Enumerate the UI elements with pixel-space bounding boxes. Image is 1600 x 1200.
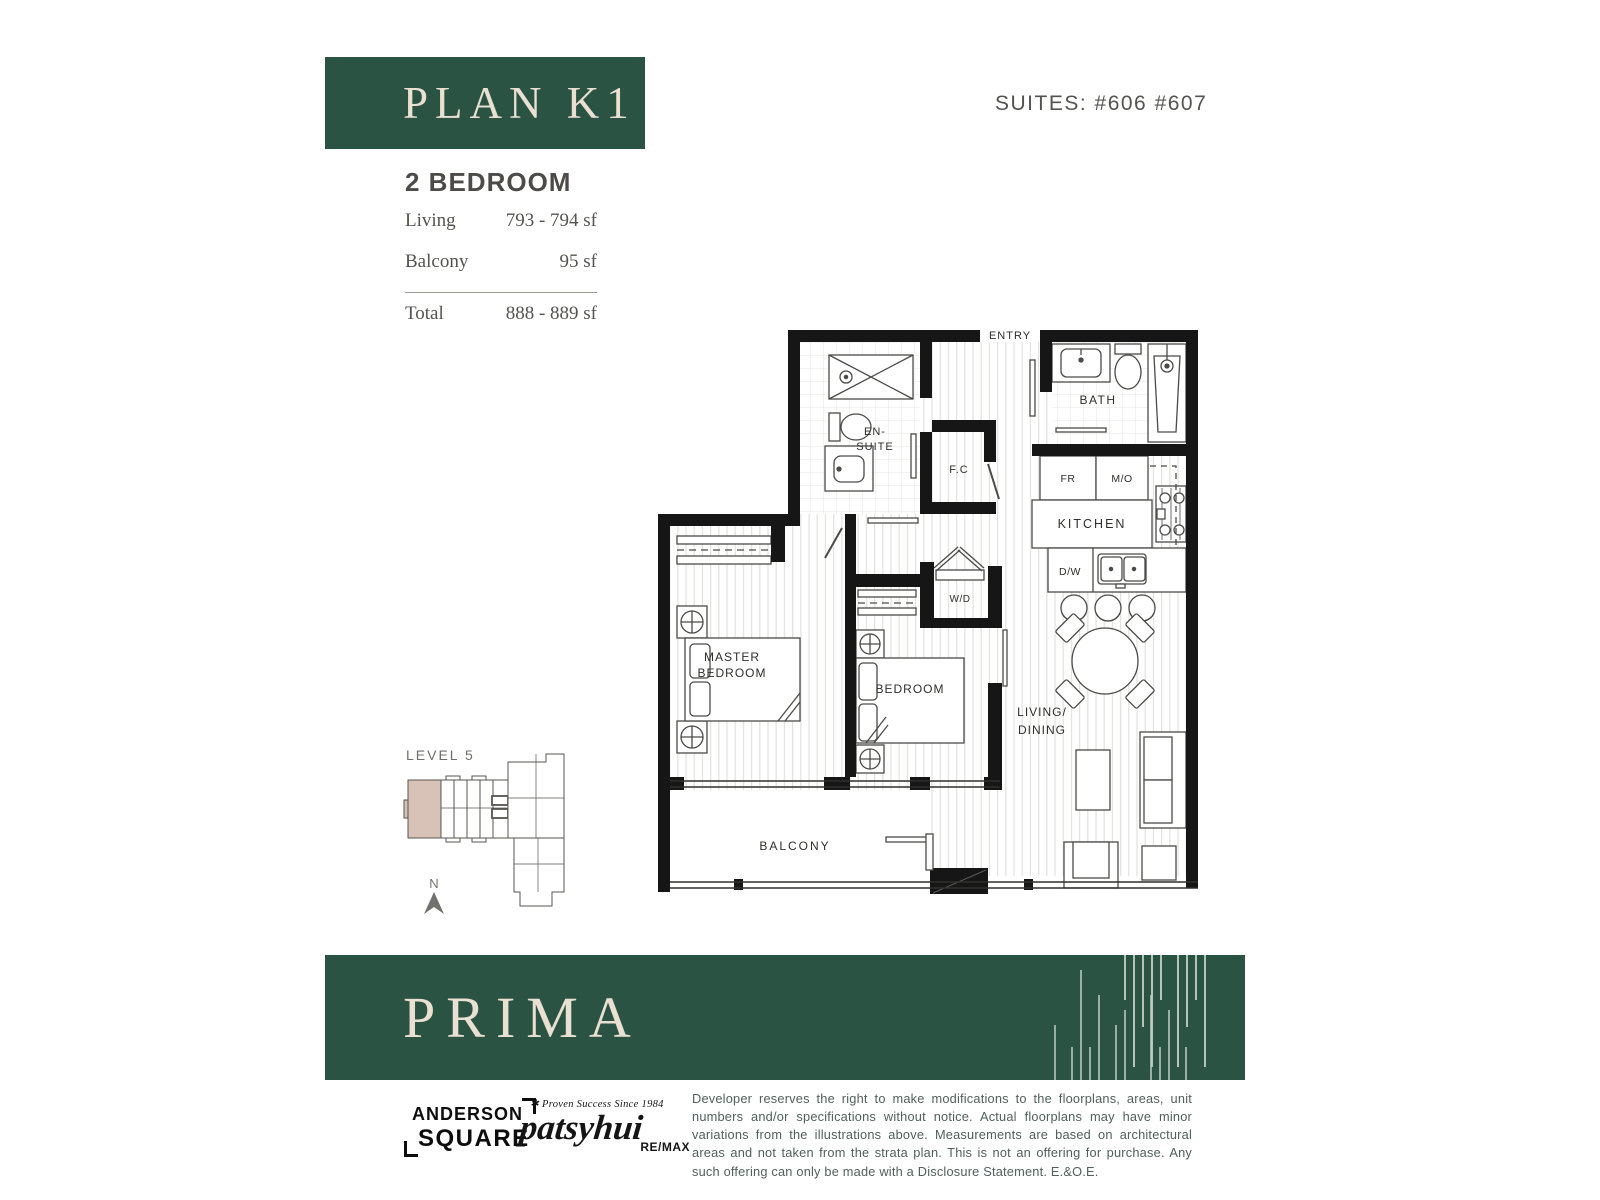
- nightstand-icon: [856, 630, 884, 658]
- toilet-icon: [1115, 344, 1141, 389]
- table-row: [405, 251, 597, 273]
- anderson-line1: ANDERSON: [412, 1104, 524, 1124]
- keyplan-building: [404, 754, 564, 906]
- area-label: Balcony: [405, 251, 469, 272]
- sliding-door: [1030, 360, 1035, 416]
- keyplan: [396, 742, 591, 932]
- table-divider: [405, 292, 597, 293]
- suites-label: SUITES: #606 #607: [995, 92, 1208, 115]
- area-label: Living: [405, 210, 456, 231]
- area-table: [405, 210, 597, 344]
- room-label-dw: D/W: [1059, 566, 1081, 578]
- patsy-name: patsyhui: [518, 1108, 645, 1147]
- room-label-kitchen: KITCHEN: [1057, 517, 1127, 531]
- anderson-square-logo: [412, 1105, 530, 1151]
- room-label-bedroom: BEDROOM: [875, 682, 945, 696]
- bracket-icon: [404, 1141, 418, 1157]
- table-row: [405, 210, 597, 232]
- sliding-door: [1003, 630, 1007, 686]
- floorplan-drawing: [628, 316, 1198, 896]
- room-label-ensuite: EN-: [864, 426, 886, 438]
- room-label-fc: F.C: [949, 464, 969, 476]
- nightstand-icon: [677, 721, 707, 753]
- remax-label: RE/MAX: [640, 1140, 690, 1154]
- area-value: 793 - 794 sf: [505, 210, 597, 231]
- towel-bar: [1056, 428, 1106, 432]
- highlighted-unit: [408, 780, 441, 838]
- room-label-living: DINING: [1018, 723, 1066, 737]
- washer-dryer-box: [936, 570, 984, 580]
- room-label-master: MASTER: [703, 650, 761, 664]
- room-label-fr: FR: [1060, 473, 1076, 485]
- room-label-bath: BATH: [1079, 393, 1117, 407]
- room-label-wd: W/D: [949, 594, 971, 605]
- bed: [856, 658, 964, 743]
- plan-title-banner: [325, 57, 645, 149]
- shower-icon: [829, 355, 913, 399]
- room-label-ensuite: SUITE: [856, 441, 894, 453]
- keyplan-level-label: LEVEL 5: [406, 747, 475, 763]
- patsyhui-logo: [520, 1098, 690, 1154]
- room-label-living: LIVING/: [1017, 705, 1067, 719]
- plan-title: PLAN K1: [403, 78, 636, 128]
- disclaimer-text: Developer reserves the right to make modifications to the floorplans, areas, unit numbers and/or specifications without notice. Actual floorplans may have minor variations from the illustrations above. Measurements are based on architectural areas and not taken from the strata plan. This is not an offering for purchase. Any such offering can only be made with a Disclosure Statement. E.&O.E.: [692, 1091, 1192, 1179]
- room-label-entry: ENTRY: [988, 330, 1032, 342]
- north-label: N: [429, 876, 439, 891]
- unit-type-heading: 2 BEDROOM: [405, 167, 572, 197]
- nightstand-icon: [856, 745, 884, 773]
- brand-banner: [325, 955, 1245, 1080]
- hall-shelf: [868, 518, 918, 523]
- sofa: [1140, 732, 1186, 828]
- north-arrow-icon: [424, 892, 444, 914]
- room-label-mo: M/O: [1111, 473, 1133, 485]
- nightstand-icon: [677, 606, 707, 638]
- pocket-door: [911, 434, 916, 478]
- total-value: 888 - 889 sf: [505, 303, 597, 324]
- brand-name: PRIMA: [403, 985, 642, 1050]
- room-label-balcony: BALCONY: [759, 839, 831, 853]
- side-table: [1142, 846, 1176, 880]
- deco-lines-icon: [1030, 955, 1245, 1080]
- area-value: 95 sf: [559, 251, 597, 272]
- total-label: Total: [405, 303, 444, 324]
- north-arrow: [424, 876, 444, 914]
- bathtub-icon: [1148, 344, 1186, 442]
- patsy-tagline: ✱ Proven Success Since 1984: [530, 1099, 664, 1110]
- room-label-master: BEDROOM: [697, 666, 767, 680]
- table-row-total: [405, 303, 597, 325]
- door-post: [926, 834, 933, 870]
- armchair: [1064, 842, 1118, 888]
- stove-icon: [1156, 486, 1186, 542]
- anderson-line2: SQUARE: [418, 1125, 530, 1152]
- sink-icon: [1052, 344, 1110, 382]
- coffee-table: [1076, 750, 1110, 810]
- balcony-door: [886, 837, 930, 842]
